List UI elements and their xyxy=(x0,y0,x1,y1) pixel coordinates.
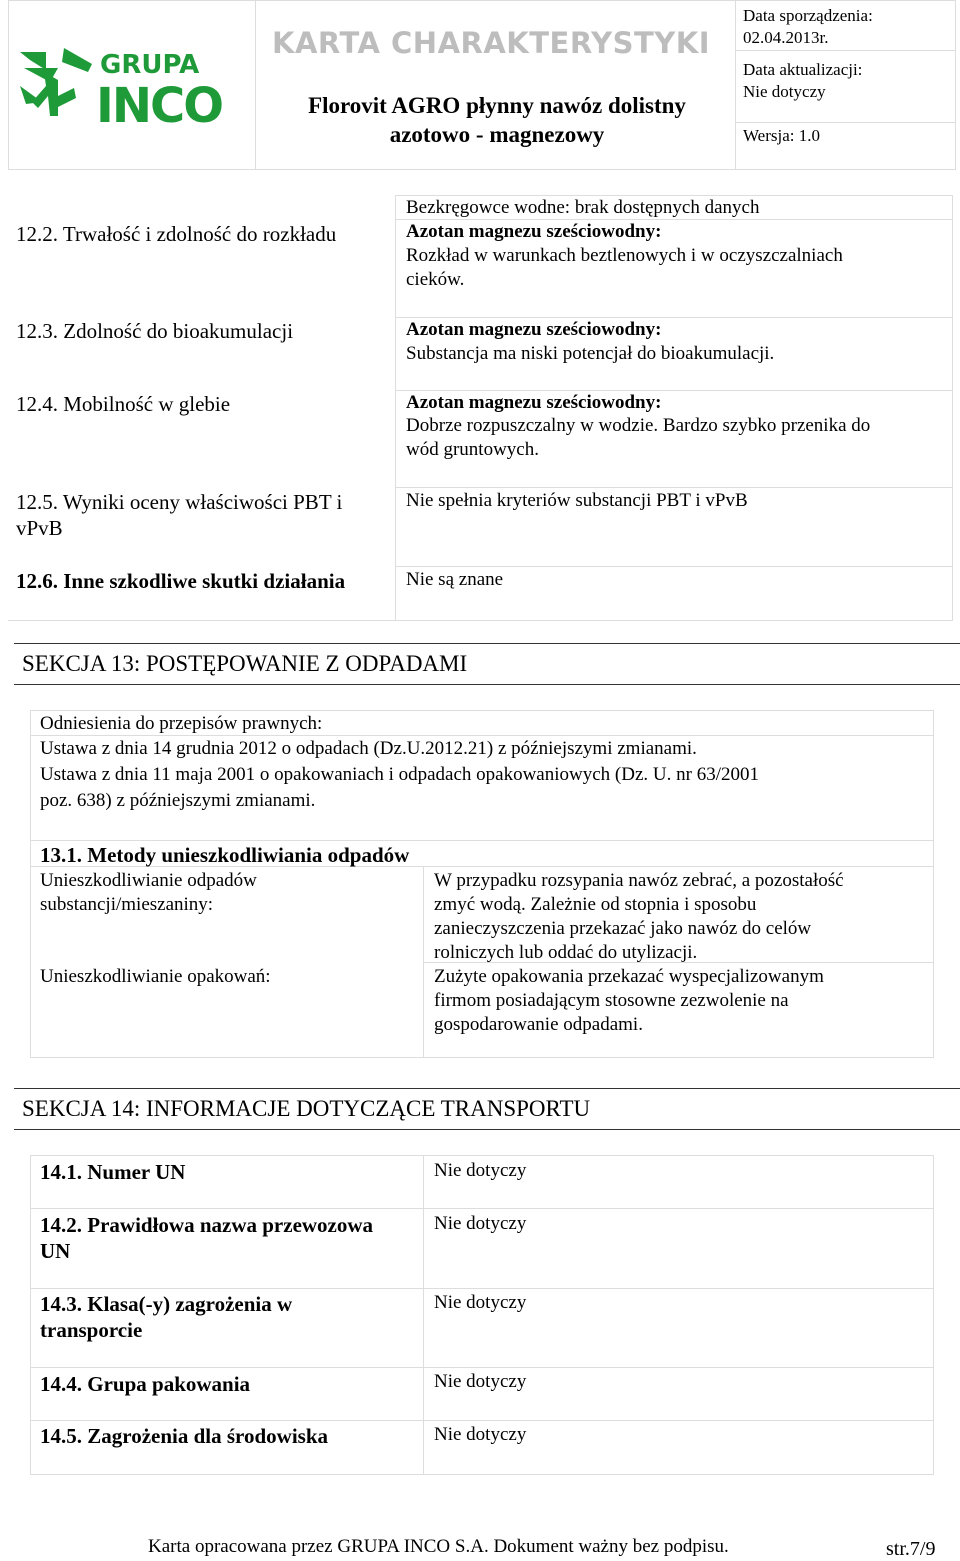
waste-disposal-label: Unieszkodliwianie odpadów xyxy=(40,870,257,891)
header-divider xyxy=(255,0,256,170)
packaging-disposal-label: Unieszkodliwianie opakowań: xyxy=(40,966,271,987)
waste-disposal-value: rolniczych lub oddać do utylizacji. xyxy=(434,942,698,963)
row-12-6-label: 12.6. Inne szkodliwe skutki działania xyxy=(16,569,346,593)
subsection-13-1-title: 13.1. Metody unieszkodliwiania odpadów xyxy=(40,843,410,867)
date-created-label: Data sporządzenia: xyxy=(743,6,873,25)
company-logo xyxy=(18,42,240,126)
legal-reference: Ustawa z dnia 14 grudnia 2012 o odpadach (Dz.U.2012.21) z późniejszymi zmianami. xyxy=(40,738,697,759)
product-name-line1: Florovit AGRO płynny nawóz dolistny xyxy=(308,93,686,118)
date-created-value: 02.04.2013r. xyxy=(743,28,829,47)
row-12-2-head: Azotan magnezu sześciowodny: xyxy=(406,221,662,242)
row-14-3-label: 14.3. Klasa(-y) zagrożenia w xyxy=(40,1292,293,1316)
row-12-4-text: wód gruntowych. xyxy=(406,439,539,460)
section14-row-divider xyxy=(31,1420,933,1421)
legal-reference: Ustawa z dnia 11 maja 2001 o opakowaniach i odpadach opakowaniowych (Dz. U. nr 63/2001 xyxy=(40,764,759,785)
row-14-2-label: UN xyxy=(40,1239,71,1263)
section14-column-divider xyxy=(423,1156,424,1474)
row-14-5-label: 14.5. Zagrożenia dla środowiska xyxy=(40,1424,329,1448)
row-12-2-label: 12.2. Trwałość i zdolność do rozkładu xyxy=(16,222,337,246)
header-divider xyxy=(736,122,956,123)
aquatic-invertebrates-text: Bezkręgowce wodne: brak dostępnych danych xyxy=(406,197,760,218)
row-12-2-text: cieków. xyxy=(406,269,465,290)
version-label-text: Wersja: xyxy=(743,126,795,145)
svg-text:GRUPA: GRUPA xyxy=(100,50,200,80)
section13-title: SEKCJA 13: POSTĘPOWANIE Z ODPADAMI xyxy=(22,651,468,676)
row-14-1-label: 14.1. Numer UN xyxy=(40,1160,186,1184)
row-12-5-label: 12.5. Wyniki oceny właściwości PBT i xyxy=(16,490,343,514)
product-name-line2: azotowo - magnezowy xyxy=(389,122,605,147)
section12-row-divider xyxy=(396,566,952,567)
row-12-5-value: Nie spełnia kryteriów substancji PBT i vPvB xyxy=(406,490,748,511)
header-divider xyxy=(736,50,956,51)
section13-row-divider xyxy=(31,840,933,841)
row-12-4-text: Dobrze rozpuszczalny w wodzie. Bardzo szybko przenika do xyxy=(406,415,871,436)
section14-row-divider xyxy=(31,1288,933,1289)
legal-references-label: Odniesienia do przepisów prawnych: xyxy=(40,713,323,734)
version-value: 1.0 xyxy=(798,126,820,145)
page-number: str.7/9 xyxy=(886,1538,936,1560)
row-12-4-head: Azotan magnezu sześciowodny: xyxy=(406,392,662,413)
row-14-2-label: 14.2. Prawidłowa nazwa przewozowa xyxy=(40,1213,374,1237)
waste-disposal-value: zanieczyszczenia przekazać jako nawóz do celów xyxy=(434,918,812,939)
section12-column-divider xyxy=(395,195,396,620)
svg-text:INCO: INCO xyxy=(96,78,223,126)
row-12-3-label: 12.3. Zdolność do bioakumulacji xyxy=(16,319,294,343)
waste-disposal-value: W przypadku rozsypania nawóz zebrać, a pozostałość xyxy=(434,870,844,891)
row-12-2-text: Rozkład w warunkach beztlenowych i w oczyszczalniach xyxy=(406,245,843,266)
footer-note: Karta opracowana przez GRUPA INCO S.A. Dokument ważny bez podpisu. xyxy=(148,1536,729,1557)
section13-column-divider xyxy=(423,866,424,1058)
row-12-6-value: Nie są znane xyxy=(406,569,504,590)
section14-row-divider xyxy=(31,1208,933,1209)
section14-row-divider xyxy=(31,1367,933,1368)
row-12-4-label: 12.4. Mobilność w glebie xyxy=(16,392,231,416)
row-12-5-label: vPvB xyxy=(16,516,63,540)
date-updated-label: Data aktualizacji: xyxy=(743,60,863,79)
waste-disposal-label: substancji/mieszaniny: xyxy=(40,894,214,915)
document-title: KARTA CHARAKTERYSTYKI xyxy=(272,26,711,60)
packaging-disposal-value: Zużyte opakowania przekazać wyspecjalizowanym xyxy=(434,966,824,987)
header-divider xyxy=(735,0,736,170)
section12-row-divider xyxy=(396,487,952,488)
row-14-4-label: 14.4. Grupa pakowania xyxy=(40,1372,251,1396)
row-12-3-head: Azotan magnezu sześciowodny: xyxy=(406,319,662,340)
packaging-disposal-value: firmom posiadającym stosowne zezwolenie na xyxy=(434,990,789,1011)
section14-title: SEKCJA 14: INFORMACJE DOTYCZĄCE TRANSPORTU xyxy=(22,1096,591,1121)
legal-reference: poz. 638) z późniejszymi zmianami. xyxy=(40,790,316,811)
packaging-disposal-value: gospodarowanie odpadami. xyxy=(434,1014,643,1035)
row-14-1-value: Nie dotyczy xyxy=(434,1160,527,1181)
row-14-3-value: Nie dotyczy xyxy=(434,1292,527,1313)
date-updated-value: Nie dotyczy xyxy=(743,82,826,101)
row-14-5-value: Nie dotyczy xyxy=(434,1424,527,1445)
row-14-3-label: transporcie xyxy=(40,1318,143,1342)
waste-disposal-value: zmyć wodą. Zależnie od stopnia i sposobu xyxy=(434,894,757,915)
version-label xyxy=(743,126,820,146)
row-14-2-value: Nie dotyczy xyxy=(434,1213,527,1234)
row-14-4-value: Nie dotyczy xyxy=(434,1371,527,1392)
row-12-3-text: Substancja ma niski potencjał do bioakumulacji. xyxy=(406,343,775,364)
